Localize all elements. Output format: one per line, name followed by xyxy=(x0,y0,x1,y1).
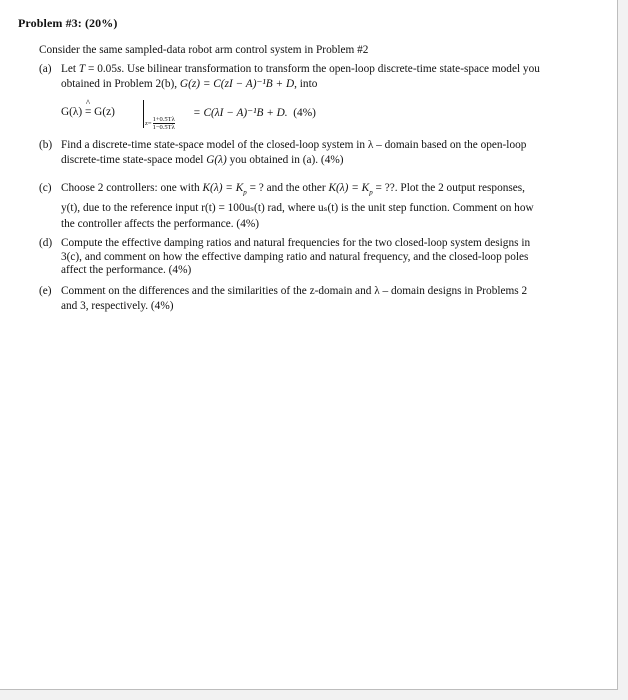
part-c-line-1: Choose 2 controllers: one with $K(\lambda) = K_p$ = ? and the other $K(\lambda) = K_p$ = ??. Plot the 2 output responses, xyxy=(61,182,526,197)
part-b-line-1: Find a discrete-time state-space model of the closed-loop system in λ – domain based on the open-loop xyxy=(61,139,527,151)
part-d-line-3: affect the performance. (4%) xyxy=(61,264,192,276)
part-c xyxy=(39,180,599,232)
part-a xyxy=(39,62,599,91)
part-d-line-2: 3(c), and comment on how the effective damping ratio and natural frequency, and the closed-loop poles xyxy=(61,250,529,263)
part-a-label: (a) xyxy=(39,63,52,75)
part-b-line-2: discrete-time state-space model G(λ) you obtained in (a). (4%) xyxy=(61,153,344,166)
part-a-line-1: Let T = 0.05s. Use bilinear transformation to transform the open-loop discrete-time state-space model you xyxy=(61,63,540,75)
equation-lhs: ^ G(λ) = G(z) xyxy=(61,106,115,118)
part-b-label: (b) xyxy=(39,139,53,151)
equation-rhs: = C(λI − A)⁻¹B + D. (4%) xyxy=(193,107,316,119)
part-e xyxy=(39,284,599,313)
part-c-line-2: y(t), due to the reference input r(t) = 100uₛ(t) rad, where uₛ(t) is the unit step function. Comment on how xyxy=(61,202,534,215)
part-e-line-1: Comment on the differences and the similarities of the z-domain and λ – domain designs in Problems 2 xyxy=(61,285,528,297)
part-d xyxy=(39,237,599,278)
part-c-label: (c) xyxy=(39,182,52,194)
problem-intro: Consider the same sampled-data robot arm control system in Problem #2 xyxy=(39,44,369,56)
bilinear-equation xyxy=(61,100,361,134)
part-d-line-1: Compute the effective damping ratios and natural frequencies for the two closed-loop system designs in xyxy=(61,237,531,249)
part-b xyxy=(39,138,599,167)
part-d-label: (d) xyxy=(39,237,53,249)
part-c-line-3: the controller affects the performance. (4%) xyxy=(61,218,260,231)
part-a-line-2: obtained in Problem 2(b), G(z) = C(zI − A)⁻¹B + D, into xyxy=(61,77,318,90)
problem-title: Problem #3: (20%) xyxy=(18,16,118,30)
part-e-label: (e) xyxy=(39,285,52,297)
equation-substitution: z= $\frac{1+0.5T\lambda}{1-0.5T\lambda}$ xyxy=(145,116,175,131)
part-e-line-2: and 3, respectively. (4%) xyxy=(61,299,174,312)
evaluation-bar xyxy=(143,100,144,128)
